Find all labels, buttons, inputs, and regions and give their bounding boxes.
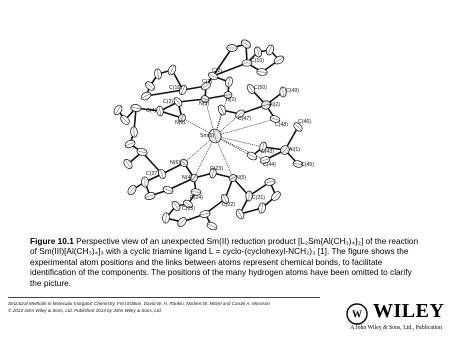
atom-label: C(1)	[202, 79, 213, 85]
atom-label: C(2)	[212, 68, 223, 74]
wiley-wordmark: WILEY	[373, 300, 445, 322]
atom-label: C(46)	[298, 119, 311, 125]
atom-label: Sm(1)	[200, 133, 215, 139]
atom-label: N(5)	[236, 175, 247, 181]
atom-label: C(45)	[301, 162, 314, 168]
atom-label: Al(1)	[289, 147, 300, 153]
atom-label: C(16)	[169, 85, 182, 91]
atom-label: C(43)	[261, 149, 274, 155]
atom-label: C(24)	[190, 195, 203, 201]
atom-label: C(48)	[275, 122, 288, 128]
atom-label: C(44)	[263, 162, 276, 168]
atom-label: N(1)	[175, 120, 186, 126]
atom-label: C(22)	[222, 202, 235, 208]
atom-label: C(47)	[238, 116, 251, 122]
wiley-logo	[346, 300, 445, 336]
wiley-mark-icon	[346, 303, 368, 325]
figure-caption	[30, 236, 422, 288]
atom-label: N(3)	[199, 101, 210, 107]
atom-label: Al(2)	[269, 102, 280, 108]
atom-label: N(6)	[170, 160, 181, 166]
atom-label: C(50)	[254, 85, 267, 91]
atom-label: C(49)	[286, 88, 299, 94]
book-citation	[8, 300, 328, 314]
atom-label: C(10)	[251, 58, 264, 64]
figure-caption-text: Perspective view of an unexpected Sm(II) reduction product [L₂Sm{Al(CH₃)₄}₂] of the reaction of Sm(III)[Al(CH₃)₄]₃ with a cyclic triamine ligand L = cyclo-(cyclohexyl-NCH₂)₃ [1]. The figure shows the experimental atom positions and the links between atoms represent chemical bonds, to facilitate identification of the components. The positions of the many hydrogen atoms have been omitted to clarify the picture.	[30, 236, 419, 288]
atom-label: N(2)	[226, 97, 237, 103]
footer-divider	[8, 297, 320, 298]
sm-coordination-line	[215, 136, 263, 147]
atom-label: C(23)	[210, 166, 223, 172]
sm-coordination-line	[215, 136, 265, 160]
atom-label: C(3)	[163, 99, 174, 105]
atom-label: C(4)	[146, 108, 157, 114]
svg-text:W: W	[352, 309, 362, 321]
atom-label: N(4)	[182, 175, 193, 181]
atom-label: C(37)	[146, 171, 159, 177]
figure-caption-lead: Figure 10.1	[30, 236, 74, 246]
atom-label: C(25)	[182, 206, 195, 212]
citation-line-1: Structural Methods in Molecular Inorganic Chemistry, First Edition. David W. H. Rankin, Norbert W. Mitzel and Carole A. Morrison	[8, 301, 270, 306]
atom-label: C(31)	[252, 195, 265, 201]
wiley-tagline: A John Wiley & Sons, Ltd., Publication	[350, 325, 442, 331]
citation-line-2: © 2013 John Wiley & Sons, Ltd. Published 2013 by John Wiley & Sons, Ltd.	[8, 308, 162, 313]
